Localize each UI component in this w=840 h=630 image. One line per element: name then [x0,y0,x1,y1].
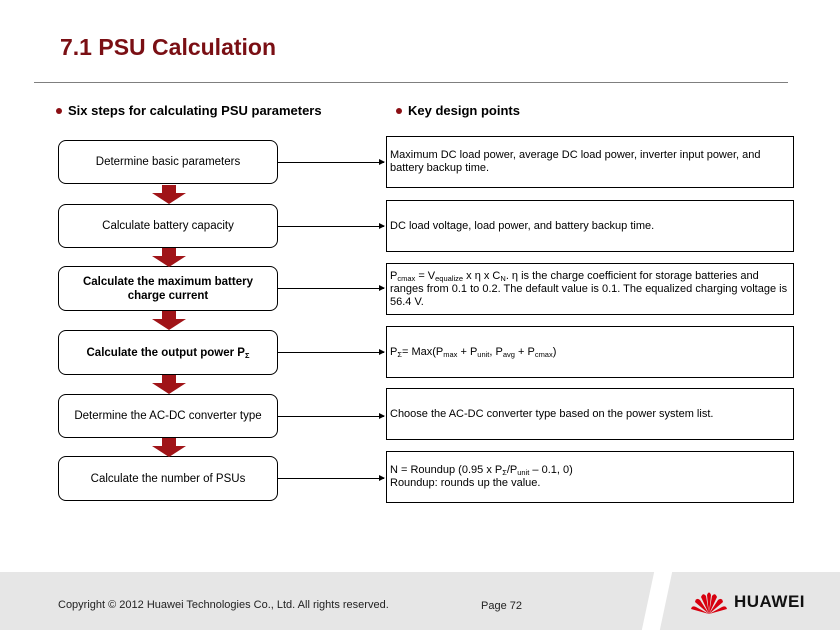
bullet-icon [56,108,62,114]
step-6-label: Calculate the number of PSUs [90,472,246,485]
page-number: Page 72 [481,600,522,612]
connector-arrow-1 [278,162,384,163]
design-point-2: DC load voltage, load power, and battery backup time. [386,200,794,252]
right-heading-text: Key design points [408,103,520,118]
design-point-3: $P_{cmax} = V_{equalize}$ x η x $C_N$. η is the charge coefficient for storage batteries and ranges from 0.1 to 0.2. The default value is 0.1. The equalized charging voltage is 56.4 V. [386,263,794,315]
down-arrow-icon [152,375,186,394]
bullet-icon [396,108,402,114]
down-arrow-icon [152,185,186,204]
step-3-box [58,266,278,311]
connector-arrow-2 [278,226,384,227]
slide-title: 7.1 PSU Calculation [60,34,277,60]
left-heading-text: Six steps for calculating PSU parameters [68,103,322,118]
right-section-heading [396,103,520,118]
step-6-box [58,456,278,501]
brand-name: HUAWEI [734,592,805,611]
design-point-6: N = Roundup (0.95 x $P_\Sigma/P_{unit} - 0.1$, 0) Roundup: rounds up the value. [386,451,794,503]
design-point-4: $P_\Sigma= Max(P_{max} + P_{unit}$, $P_{avg} + P_{cmax}$) [386,326,794,378]
connector-arrow-4 [278,352,384,353]
step-5-box [58,394,278,438]
huawei-petals-icon [690,589,728,615]
connector-arrow-6 [278,478,384,479]
title-divider [34,82,788,83]
step-5-label: Determine the AC-DC converter type [74,410,262,422]
down-arrow-icon [152,311,186,330]
step-4-box [58,330,278,375]
connector-arrow-3 [278,288,384,289]
left-section-heading [56,103,322,118]
step-4-label: Calculate the output power $P_\Sigma$ [86,346,250,360]
huawei-logo [690,589,805,615]
down-arrow-icon [152,248,186,267]
connector-arrow-5 [278,416,384,417]
step-2-label: Calculate battery capacity [102,220,234,232]
step-1-label: Determine basic parameters [95,156,241,168]
copyright-text: Copyright © 2012 Huawei Technologies Co., Ltd. All rights reserved. [58,599,389,611]
step-3-label: Calculate the maximum battery charge current [82,275,253,302]
step-2-box [58,204,278,248]
design-point-1: Maximum DC load power, average DC load power, inverter input power, and battery backup time. [386,136,794,188]
design-point-5: Choose the AC-DC converter type based on the power system list. [386,388,794,440]
step-1-box [58,140,278,184]
down-arrow-icon [152,438,186,457]
